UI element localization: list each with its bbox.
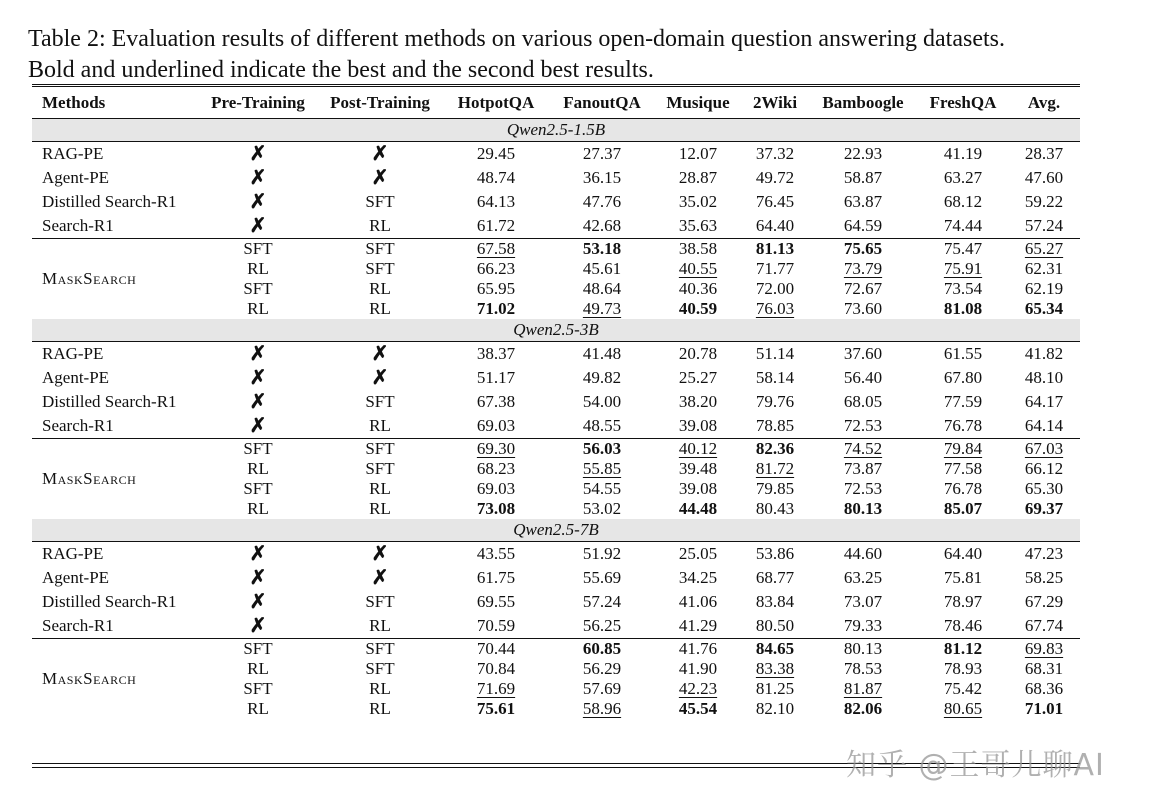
- value-cell: 40.12: [654, 439, 742, 460]
- value-cell: 35.63: [678, 216, 718, 235]
- value-cell: 81.12: [918, 639, 1008, 660]
- table-row: [32, 614, 1080, 639]
- model-group-label: Qwen2.5-3B: [32, 319, 1080, 342]
- watermark: 知乎 @王哥儿聊AI: [846, 748, 1105, 783]
- value-cell: 81.87: [843, 679, 883, 698]
- value-cell: 41.48: [582, 344, 622, 363]
- value-cell: 76.78: [943, 416, 983, 435]
- value-cell: 62.31: [1024, 259, 1064, 278]
- value-cell: 76.78: [943, 479, 983, 498]
- value-cell: 41.19: [943, 144, 983, 163]
- value-cell: 53.02: [582, 499, 622, 518]
- value-cell: 80.13: [808, 639, 918, 660]
- value-cell: 75.65: [808, 239, 918, 260]
- value-cell: 56.40: [843, 368, 883, 387]
- value-cell: 69.03: [476, 479, 516, 498]
- value-cell: 68.31: [1024, 659, 1064, 678]
- header-hotpotqa: HotpotQA: [442, 86, 550, 119]
- header-2wiki: 2Wiki: [742, 86, 808, 119]
- value-cell: 65.95: [476, 279, 516, 298]
- pre-training-cell: ✗: [249, 143, 267, 165]
- pre-training-cell: ✗: [249, 167, 267, 189]
- value-cell: 29.45: [476, 144, 516, 163]
- value-cell: 80.65: [943, 699, 983, 718]
- value-cell: 41.90: [678, 659, 718, 678]
- table-row: [32, 142, 1080, 167]
- method-cell: RAG-PE: [42, 144, 104, 163]
- value-cell: 64.14: [1024, 416, 1064, 435]
- value-cell: 70.44: [442, 639, 550, 660]
- post-training-cell: SFT: [365, 392, 395, 411]
- value-cell: 47.76: [582, 192, 622, 211]
- value-cell: 63.27: [943, 168, 983, 187]
- value-cell: 74.44: [943, 216, 983, 235]
- pre-training-cell: RL: [247, 499, 269, 518]
- post-training-cell: SFT: [365, 659, 395, 678]
- value-cell: 55.69: [582, 568, 622, 587]
- caption-line-1: Table 2: Evaluation results of different methods on various open-domain question answering datasets.: [28, 26, 1005, 52]
- value-cell: 20.78: [678, 344, 718, 363]
- value-cell: 81.72: [755, 459, 795, 478]
- value-cell: 53.86: [755, 544, 795, 563]
- table-row: [32, 566, 1080, 590]
- value-cell: 67.58: [442, 239, 550, 260]
- pre-training-cell: SFT: [198, 239, 318, 260]
- value-cell: 69.03: [476, 416, 516, 435]
- header-bamboogle: Bamboogle: [808, 86, 918, 119]
- value-cell: 66.12: [1024, 459, 1064, 478]
- pre-training-cell: RL: [247, 699, 269, 718]
- value-cell: 58.87: [843, 168, 883, 187]
- value-cell: 54.55: [582, 479, 622, 498]
- post-training-cell: SFT: [365, 192, 395, 211]
- model-group-label: Qwen2.5-1.5B: [32, 119, 1080, 142]
- method-cell: RAG-PE: [42, 344, 104, 363]
- value-cell: 25.27: [678, 368, 718, 387]
- method-cell: Search-R1: [42, 416, 114, 435]
- value-cell: 41.82: [1024, 344, 1064, 363]
- value-cell: 37.60: [843, 344, 883, 363]
- value-cell: 56.03: [550, 439, 654, 460]
- value-cell: 48.74: [476, 168, 516, 187]
- value-cell: 68.23: [476, 459, 516, 478]
- pre-training-cell: SFT: [243, 479, 273, 498]
- value-cell: 82.36: [742, 439, 808, 460]
- value-cell: 28.37: [1024, 144, 1064, 163]
- value-cell: 67.03: [1008, 439, 1080, 460]
- method-cell: RAG-PE: [42, 544, 104, 563]
- masksearch-method-cell: MaskSearch: [32, 239, 198, 320]
- value-cell: 74.52: [808, 439, 918, 460]
- value-cell: 57.24: [1024, 216, 1064, 235]
- value-cell: 62.19: [1024, 279, 1064, 298]
- value-cell: 41.76: [654, 639, 742, 660]
- value-cell: 71.77: [755, 259, 795, 278]
- post-training-cell: SFT: [365, 592, 395, 611]
- pre-training-cell: ✗: [249, 615, 267, 637]
- value-cell: 82.06: [843, 699, 883, 718]
- value-cell: 61.72: [476, 216, 516, 235]
- value-cell: 49.73: [582, 299, 622, 318]
- value-cell: 75.61: [476, 699, 516, 718]
- value-cell: 48.10: [1024, 368, 1064, 387]
- value-cell: 72.00: [755, 279, 795, 298]
- value-cell: 39.08: [678, 479, 718, 498]
- post-training-cell: ✗: [371, 543, 389, 565]
- value-cell: 73.07: [843, 592, 883, 611]
- pre-training-cell: ✗: [249, 567, 267, 589]
- post-training-cell: RL: [369, 479, 391, 498]
- table-row: [32, 590, 1080, 614]
- table-row: [32, 214, 1080, 239]
- pre-training-cell: RL: [247, 659, 269, 678]
- method-cell: Distilled Search-R1: [42, 592, 177, 611]
- value-cell: 45.54: [678, 699, 718, 718]
- value-cell: 40.36: [678, 279, 718, 298]
- value-cell: 68.36: [1024, 679, 1064, 698]
- pre-training-cell: ✗: [249, 367, 267, 389]
- value-cell: 69.37: [1024, 499, 1064, 518]
- pre-training-cell: SFT: [198, 439, 318, 460]
- value-cell: 64.59: [843, 216, 883, 235]
- value-cell: 79.84: [918, 439, 1008, 460]
- pre-training-cell: ✗: [249, 215, 267, 237]
- header-avg: Avg.: [1008, 86, 1080, 119]
- header-row: [32, 86, 1080, 119]
- pre-training-cell: ✗: [249, 391, 267, 413]
- method-cell: Search-R1: [42, 616, 114, 635]
- value-cell: 72.67: [843, 279, 883, 298]
- value-cell: 65.34: [1024, 299, 1064, 318]
- post-training-cell: ✗: [371, 143, 389, 165]
- value-cell: 51.17: [476, 368, 516, 387]
- value-cell: 38.37: [476, 344, 516, 363]
- value-cell: 67.38: [476, 392, 516, 411]
- value-cell: 45.61: [582, 259, 622, 278]
- value-cell: 41.29: [678, 616, 718, 635]
- value-cell: 12.07: [678, 144, 718, 163]
- value-cell: 81.13: [742, 239, 808, 260]
- pre-training-cell: ✗: [249, 415, 267, 437]
- value-cell: 73.60: [843, 299, 883, 318]
- value-cell: 69.55: [476, 592, 516, 611]
- value-cell: 73.08: [476, 499, 516, 518]
- value-cell: 47.60: [1024, 168, 1064, 187]
- value-cell: 78.53: [843, 659, 883, 678]
- value-cell: 58.96: [582, 699, 622, 718]
- pre-training-cell: SFT: [243, 279, 273, 298]
- value-cell: 61.75: [476, 568, 516, 587]
- value-cell: 48.55: [582, 416, 622, 435]
- value-cell: 72.53: [843, 479, 883, 498]
- value-cell: 75.91: [943, 259, 983, 278]
- post-training-cell: RL: [369, 299, 391, 318]
- value-cell: 56.29: [582, 659, 622, 678]
- method-cell: Agent-PE: [42, 368, 110, 387]
- method-cell: Agent-PE: [42, 168, 110, 187]
- value-cell: 55.85: [582, 459, 622, 478]
- value-cell: 53.18: [550, 239, 654, 260]
- value-cell: 65.27: [1008, 239, 1080, 260]
- value-cell: 47.23: [1024, 544, 1064, 563]
- pre-training-cell: RL: [247, 299, 269, 318]
- post-training-cell: ✗: [371, 343, 389, 365]
- value-cell: 60.85: [550, 639, 654, 660]
- results-table: [32, 84, 1080, 719]
- value-cell: 79.33: [843, 616, 883, 635]
- value-cell: 39.48: [678, 459, 718, 478]
- value-cell: 44.48: [678, 499, 718, 518]
- value-cell: 58.14: [755, 368, 795, 387]
- value-cell: 70.59: [476, 616, 516, 635]
- pre-training-cell: ✗: [249, 543, 267, 565]
- pre-training-cell: RL: [247, 259, 269, 278]
- value-cell: 70.84: [476, 659, 516, 678]
- table-row: [32, 542, 1080, 567]
- value-cell: 67.29: [1024, 592, 1064, 611]
- post-training-cell: RL: [369, 679, 391, 698]
- value-cell: 85.07: [943, 499, 983, 518]
- value-cell: 48.64: [582, 279, 622, 298]
- header-freshqa: FreshQA: [918, 86, 1008, 119]
- pre-training-cell: ✗: [249, 343, 267, 365]
- value-cell: 76.45: [755, 192, 795, 211]
- value-cell: 78.93: [943, 659, 983, 678]
- value-cell: 57.69: [582, 679, 622, 698]
- value-cell: 49.72: [755, 168, 795, 187]
- model-group-label: Qwen2.5-7B: [32, 519, 1080, 542]
- value-cell: 69.83: [1008, 639, 1080, 660]
- value-cell: 42.23: [678, 679, 718, 698]
- value-cell: 59.22: [1024, 192, 1064, 211]
- value-cell: 79.85: [755, 479, 795, 498]
- value-cell: 42.68: [582, 216, 622, 235]
- value-cell: 84.65: [742, 639, 808, 660]
- post-training-cell: RL: [369, 416, 391, 435]
- masksearch-method-cell: MaskSearch: [32, 639, 198, 720]
- value-cell: 27.37: [582, 144, 622, 163]
- post-training-cell: SFT: [318, 639, 442, 660]
- masksearch-method-cell: MaskSearch: [32, 439, 198, 520]
- value-cell: 66.23: [476, 259, 516, 278]
- value-cell: 76.03: [755, 299, 795, 318]
- post-training-cell: RL: [369, 616, 391, 635]
- post-training-cell: RL: [369, 699, 391, 718]
- header-pre-training: Pre-Training: [198, 86, 318, 119]
- value-cell: 67.74: [1024, 616, 1064, 635]
- value-cell: 79.76: [755, 392, 795, 411]
- value-cell: 51.92: [582, 544, 622, 563]
- method-cell: Search-R1: [42, 216, 114, 235]
- value-cell: 63.25: [843, 568, 883, 587]
- value-cell: 58.25: [1024, 568, 1064, 587]
- header-musique: Musique: [654, 86, 742, 119]
- value-cell: 77.58: [943, 459, 983, 478]
- post-training-cell: SFT: [365, 259, 395, 278]
- pre-training-cell: ✗: [249, 591, 267, 613]
- value-cell: 44.60: [843, 544, 883, 563]
- value-cell: 83.84: [755, 592, 795, 611]
- value-cell: 69.30: [442, 439, 550, 460]
- value-cell: 71.02: [476, 299, 516, 318]
- table-row: [32, 439, 1080, 460]
- value-cell: 73.54: [943, 279, 983, 298]
- table-row: [32, 639, 1080, 660]
- post-training-cell: ✗: [371, 567, 389, 589]
- value-cell: 75.47: [918, 239, 1008, 260]
- value-cell: 41.06: [678, 592, 718, 611]
- value-cell: 36.15: [582, 168, 622, 187]
- post-training-cell: SFT: [365, 459, 395, 478]
- value-cell: 73.87: [843, 459, 883, 478]
- value-cell: 83.38: [755, 659, 795, 678]
- value-cell: 37.32: [755, 144, 795, 163]
- table-body: [32, 119, 1080, 720]
- post-training-cell: SFT: [318, 239, 442, 260]
- table-row: [32, 239, 1080, 260]
- value-cell: 81.25: [755, 679, 795, 698]
- value-cell: 75.81: [943, 568, 983, 587]
- value-cell: 35.02: [678, 192, 718, 211]
- value-cell: 57.24: [582, 592, 622, 611]
- pre-training-cell: SFT: [198, 639, 318, 660]
- value-cell: 77.59: [943, 392, 983, 411]
- value-cell: 28.87: [678, 168, 718, 187]
- model-group-row: [32, 519, 1080, 542]
- value-cell: 38.58: [654, 239, 742, 260]
- value-cell: 64.17: [1024, 392, 1064, 411]
- value-cell: 64.13: [476, 192, 516, 211]
- method-cell: Distilled Search-R1: [42, 392, 177, 411]
- value-cell: 63.87: [843, 192, 883, 211]
- value-cell: 72.53: [843, 416, 883, 435]
- value-cell: 22.93: [843, 144, 883, 163]
- value-cell: 64.40: [943, 544, 983, 563]
- post-training-cell: RL: [369, 279, 391, 298]
- header-methods: Methods: [32, 86, 198, 119]
- table-row: [32, 366, 1080, 390]
- value-cell: 40.59: [678, 299, 718, 318]
- value-cell: 34.25: [678, 568, 718, 587]
- value-cell: 81.08: [943, 299, 983, 318]
- value-cell: 80.50: [755, 616, 795, 635]
- value-cell: 67.80: [943, 368, 983, 387]
- value-cell: 43.55: [476, 544, 516, 563]
- value-cell: 78.46: [943, 616, 983, 635]
- post-training-cell: RL: [369, 216, 391, 235]
- value-cell: 75.42: [943, 679, 983, 698]
- table-row: [32, 190, 1080, 214]
- value-cell: 65.30: [1024, 479, 1064, 498]
- post-training-cell: ✗: [371, 367, 389, 389]
- table-row: [32, 166, 1080, 190]
- header-post-training: Post-Training: [318, 86, 442, 119]
- value-cell: 80.13: [843, 499, 883, 518]
- value-cell: 64.40: [755, 216, 795, 235]
- post-training-cell: RL: [369, 499, 391, 518]
- value-cell: 54.00: [582, 392, 622, 411]
- table-caption: [28, 24, 1138, 86]
- pre-training-cell: ✗: [249, 191, 267, 213]
- value-cell: 73.79: [843, 259, 883, 278]
- value-cell: 61.55: [943, 344, 983, 363]
- value-cell: 51.14: [755, 344, 795, 363]
- post-training-cell: ✗: [371, 167, 389, 189]
- header-fanoutqa: FanoutQA: [550, 86, 654, 119]
- value-cell: 78.97: [943, 592, 983, 611]
- pre-training-cell: RL: [247, 459, 269, 478]
- pre-training-cell: SFT: [243, 679, 273, 698]
- table-row: [32, 390, 1080, 414]
- method-cell: Agent-PE: [42, 568, 110, 587]
- post-training-cell: SFT: [318, 439, 442, 460]
- value-cell: 56.25: [582, 616, 622, 635]
- value-cell: 68.12: [943, 192, 983, 211]
- table-row: [32, 414, 1080, 439]
- model-group-row: [32, 119, 1080, 142]
- caption-line-2: Bold and underlined indicate the best and the second best results.: [28, 57, 654, 83]
- value-cell: 38.20: [678, 392, 718, 411]
- value-cell: 68.77: [755, 568, 795, 587]
- value-cell: 40.55: [678, 259, 718, 278]
- value-cell: 82.10: [755, 699, 795, 718]
- value-cell: 78.85: [755, 416, 795, 435]
- value-cell: 39.08: [678, 416, 718, 435]
- value-cell: 49.82: [582, 368, 622, 387]
- method-cell: Distilled Search-R1: [42, 192, 177, 211]
- value-cell: 68.05: [843, 392, 883, 411]
- table-row: [32, 342, 1080, 367]
- value-cell: 71.01: [1024, 699, 1064, 718]
- value-cell: 25.05: [678, 544, 718, 563]
- model-group-row: [32, 319, 1080, 342]
- value-cell: 71.69: [476, 679, 516, 698]
- value-cell: 80.43: [755, 499, 795, 518]
